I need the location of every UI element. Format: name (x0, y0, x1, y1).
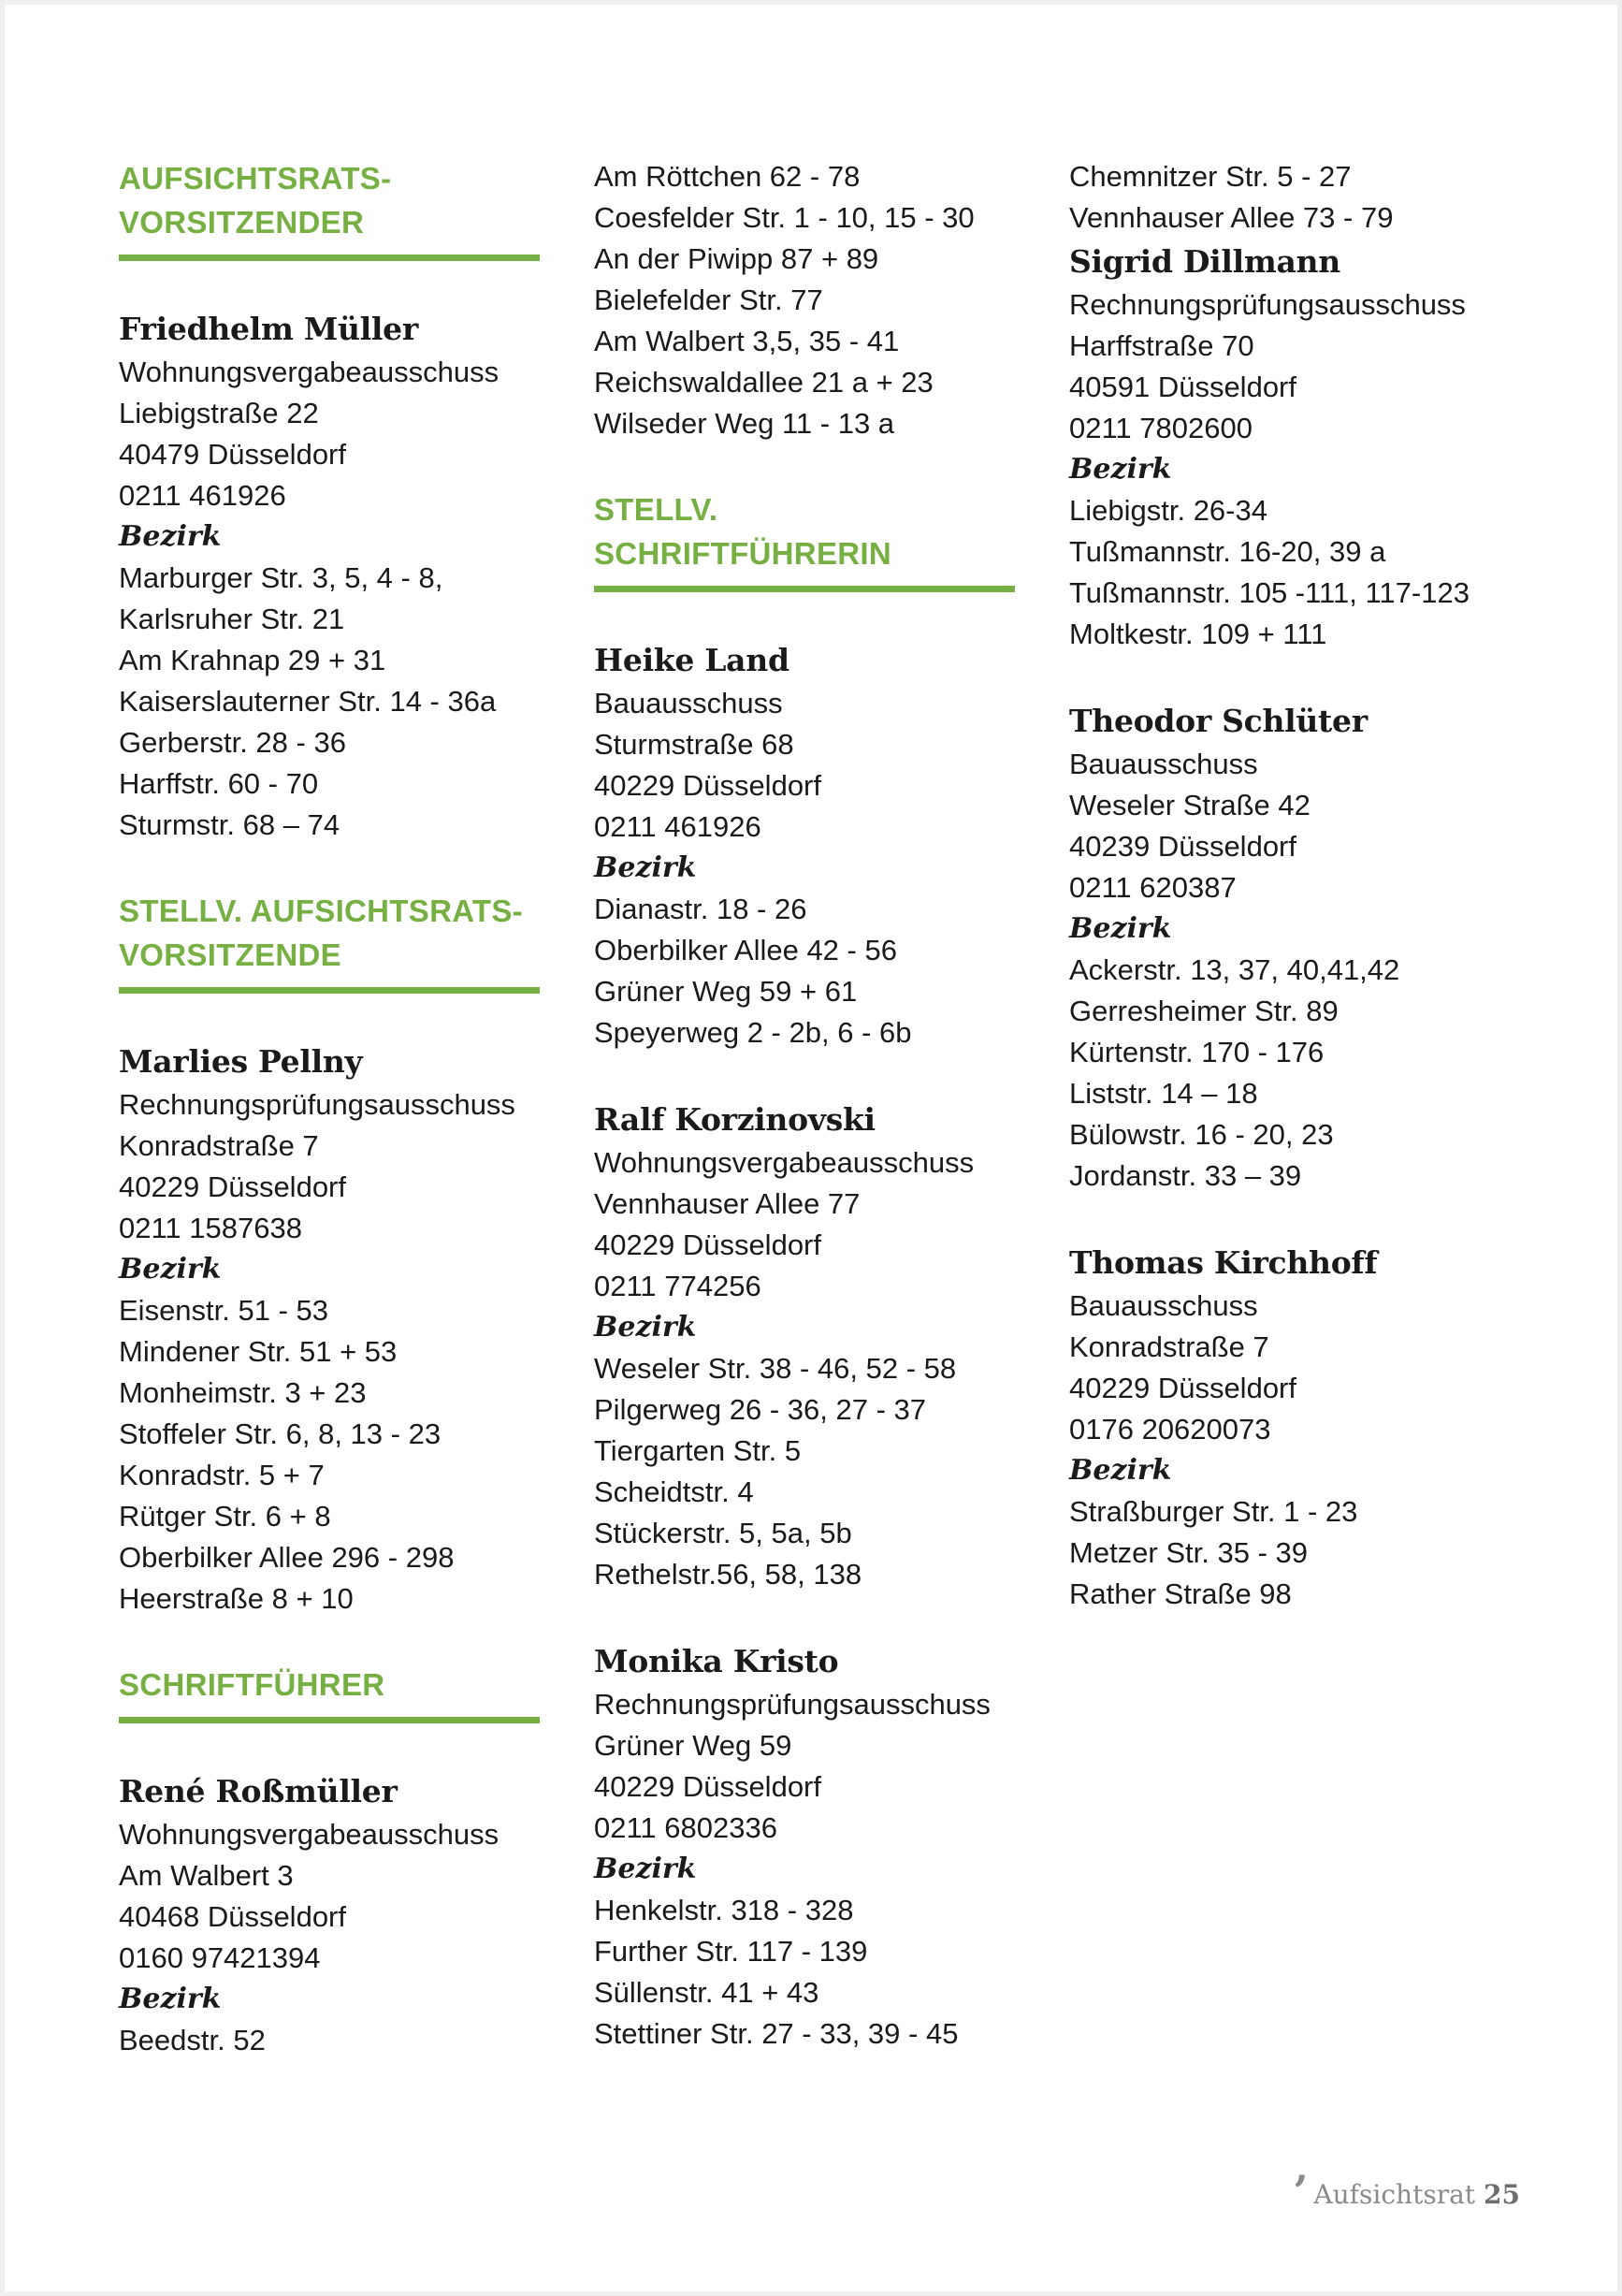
person-detail-line: Konradstraße 7 (1069, 1330, 1269, 1363)
bezirk-label: Bezirk (119, 1253, 222, 1286)
person-entry (1069, 239, 1490, 655)
street-line: Bielefelder Str. 77 (594, 283, 823, 316)
section-heading-line: STELLV. AUFSICHTSRATS- (119, 894, 523, 928)
street-line: Süllenstr. 41 + 43 (594, 1976, 819, 2009)
street-line: Pilgerweg 26 - 36, 27 - 37 (594, 1393, 926, 1426)
street-line: Stückerstr. 5, 5a, 5b (594, 1517, 852, 1549)
street-line: Heerstraße 8 + 10 (119, 1582, 354, 1615)
street-line: Wilseder Weg 11 - 13 a (594, 407, 895, 440)
person-detail-line: 40479 Düsseldorf (119, 438, 346, 471)
person-entry (119, 306, 540, 846)
person-name: Theodor Schlüter (1069, 703, 1368, 739)
person-detail-line: Am Walbert 3 (119, 1859, 294, 1892)
person-name: Heike Land (594, 642, 789, 678)
person-detail-line: 40229 Düsseldorf (119, 1170, 346, 1203)
street-line: Chemnitzer Str. 5 - 27 (1069, 160, 1352, 193)
person-detail-line: 0211 461926 (594, 810, 761, 843)
street-line: Gerresheimer Str. 89 (1069, 995, 1339, 1027)
person-detail-line: 40239 Düsseldorf (1069, 830, 1296, 863)
bezirk-label: Bezirk (119, 520, 222, 553)
section-heading-line: AUFSICHTSRATS- (119, 161, 392, 196)
person-detail-line: 0211 461926 (119, 479, 286, 512)
street-line: Vennhauser Allee 73 - 79 (1069, 201, 1394, 234)
person-entry (594, 1638, 1015, 2055)
person-detail-line: 0211 6802336 (594, 1811, 777, 1844)
person-detail-line: 0211 7802600 (1069, 412, 1253, 444)
street-line: Henkelstr. 318 - 328 (594, 1894, 854, 1926)
street-overflow-list (594, 156, 1015, 444)
street-line: Am Krahnap 29 + 31 (119, 644, 386, 676)
street-line: Gerberstr. 28 - 36 (119, 726, 346, 759)
street-line: Beedstr. 52 (119, 2024, 266, 2056)
street-line: Am Röttchen 62 - 78 (594, 160, 861, 193)
street-line: Reichswaldallee 21 a + 23 (594, 366, 934, 399)
street-line: Marburger Str. 3, 5, 4 - 8, (119, 561, 443, 594)
person-name: Sigrid Dillmann (1069, 243, 1340, 280)
street-line: Liststr. 14 – 18 (1069, 1077, 1258, 1110)
section-heading-line: VORSITZENDER (119, 205, 365, 240)
person-name: René Roßmüller (119, 1773, 398, 1809)
section-heading-line: SCHRIFTFÜHRER (119, 1667, 385, 1702)
person-detail-line: 40229 Düsseldorf (594, 769, 821, 802)
street-line: Scheidtstr. 4 (594, 1475, 754, 1508)
person-name: Thomas Kirchhoff (1069, 1244, 1378, 1281)
person-detail-line: Harffstraße 70 (1069, 329, 1254, 362)
person-detail-line: Wohnungsvergabeausschuss (594, 1146, 975, 1179)
person-detail-line: 0176 20620073 (1069, 1413, 1271, 1446)
person-detail-line: Wohnungsvergabeausschuss (119, 1818, 500, 1851)
bezirk-label: Bezirk (1069, 453, 1172, 486)
street-line: Konradstr. 5 + 7 (119, 1459, 325, 1491)
bezirk-label: Bezirk (119, 1983, 222, 2015)
person-detail-line: 40229 Düsseldorf (1069, 1372, 1296, 1404)
street-line: Metzer Str. 35 - 39 (1069, 1536, 1308, 1569)
street-line: Liebigstr. 26-34 (1069, 494, 1267, 527)
person-name: Ralf Korzinovski (594, 1101, 876, 1138)
person-name: Marlies Pellny (119, 1043, 363, 1080)
person-name: Monika Kristo (594, 1643, 839, 1679)
street-line: Karlsruher Str. 21 (119, 603, 345, 635)
street-line: Jordanstr. 33 – 39 (1069, 1159, 1302, 1192)
bezirk-label: Bezirk (594, 1853, 697, 1885)
person-detail-line: Bauausschuss (1069, 1289, 1258, 1322)
section-heading (594, 487, 1015, 592)
street-line: Tußmannstr. 105 -111, 117-123 (1069, 576, 1470, 609)
section-heading-line: VORSITZENDE (119, 937, 341, 972)
board-directory (119, 156, 1490, 2061)
person-detail-line: Rechnungsprüfungsausschuss (1069, 288, 1466, 321)
bezirk-label: Bezirk (1069, 912, 1172, 945)
person-detail-line: Grüner Weg 59 (594, 1729, 792, 1762)
person-detail-line: 0211 774256 (594, 1270, 761, 1302)
street-line: Tiergarten Str. 5 (594, 1434, 802, 1467)
person-entry (594, 1097, 1015, 1595)
street-line: Monheimstr. 3 + 23 (119, 1376, 367, 1409)
heading-underline (119, 987, 540, 994)
person-entry (119, 1039, 540, 1620)
person-detail-line: 40468 Düsseldorf (119, 1900, 346, 1933)
street-line: Am Walbert 3,5, 35 - 41 (594, 325, 900, 357)
person-detail-line: Sturmstraße 68 (594, 728, 794, 761)
person-detail-line: Rechnungsprüfungsausschuss (119, 1088, 515, 1121)
bezirk-label: Bezirk (1069, 1454, 1172, 1487)
person-detail-line: 0211 1587638 (119, 1212, 302, 1244)
person-detail-line: 40229 Düsseldorf (594, 1228, 821, 1261)
street-line: Moltkestr. 109 + 111 (1069, 618, 1327, 650)
footer-section-label: Aufsichtsrat (1313, 2179, 1476, 2210)
person-entry (1069, 1240, 1490, 1615)
street-line: Straßburger Str. 1 - 23 (1069, 1495, 1358, 1528)
street-line: Further Str. 117 - 139 (594, 1935, 868, 1968)
street-line: Rather Straße 98 (1069, 1577, 1292, 1610)
page-footer (1293, 2166, 1520, 2216)
bezirk-label: Bezirk (594, 1311, 697, 1344)
person-entry (594, 637, 1015, 1054)
person-detail-line: 40591 Düsseldorf (1069, 371, 1296, 403)
street-line: Kürtenstr. 170 - 176 (1069, 1036, 1325, 1068)
street-line: Eisenstr. 51 - 53 (119, 1294, 329, 1327)
street-line: Weseler Str. 38 - 46, 52 - 58 (594, 1352, 957, 1385)
quote-mark-icon: ’ (1293, 2166, 1309, 2216)
street-line: Grüner Weg 59 + 61 (594, 975, 858, 1008)
heading-underline (594, 586, 1015, 592)
person-detail-line: Bauausschuss (1069, 748, 1258, 780)
section-heading-line: STELLV. SCHRIFTFÜHRERIN (594, 492, 891, 571)
heading-underline (119, 1717, 540, 1723)
street-line: Kaiserslauterner Str. 14 - 36a (119, 685, 497, 718)
person-detail-line: Wohnungsvergabeausschuss (119, 356, 500, 388)
person-detail-line: 0211 620387 (1069, 871, 1237, 904)
street-line: Rütger Str. 6 + 8 (119, 1500, 331, 1533)
person-detail-line: Konradstraße 7 (119, 1129, 319, 1162)
section-heading (119, 1663, 540, 1723)
street-line: Stoffeler Str. 6, 8, 13 - 23 (119, 1417, 442, 1450)
person-detail-line: Weseler Straße 42 (1069, 789, 1311, 821)
street-line: Dianastr. 18 - 26 (594, 893, 807, 925)
person-detail-line: Rechnungsprüfungsausschuss (594, 1688, 991, 1721)
street-line: Harffstr. 60 - 70 (119, 767, 319, 800)
section-heading (119, 156, 540, 261)
street-line: Oberbilker Allee 296 - 298 (119, 1541, 455, 1574)
directory-column-2 (594, 156, 1015, 2061)
person-detail-line: 0160 97421394 (119, 1941, 321, 1974)
person-detail-line: Vennhauser Allee 77 (594, 1187, 861, 1220)
street-line: Mindener Str. 51 + 53 (119, 1335, 398, 1368)
street-line: Speyerweg 2 - 2b, 6 - 6b (594, 1016, 912, 1049)
street-overflow-list (1069, 156, 1490, 239)
person-name: Friedhelm Müller (119, 311, 418, 347)
street-line: Tußmannstr. 16-20, 39 a (1069, 535, 1386, 568)
street-line: Rethelstr.56, 58, 138 (594, 1558, 862, 1591)
directory-column-3 (1069, 156, 1490, 2061)
directory-column-1 (119, 156, 540, 2061)
street-line: Sturmstr. 68 – 74 (119, 808, 340, 841)
street-line: Stettiner Str. 27 - 33, 39 - 45 (594, 2017, 959, 2050)
bezirk-label: Bezirk (594, 851, 697, 884)
street-line: Ackerstr. 13, 37, 40,41,42 (1069, 953, 1400, 986)
person-detail-line: Bauausschuss (594, 687, 783, 719)
person-entry (1069, 698, 1490, 1197)
street-line: Coesfelder Str. 1 - 10, 15 - 30 (594, 201, 975, 234)
person-detail-line: Liebigstraße 22 (119, 397, 319, 429)
person-detail-line: 40229 Düsseldorf (594, 1770, 821, 1803)
street-line: An der Piwipp 87 + 89 (594, 242, 879, 275)
person-entry (119, 1768, 540, 2061)
street-line: Bülowstr. 16 - 20, 23 (1069, 1118, 1334, 1151)
street-line: Oberbilker Allee 42 - 56 (594, 934, 897, 966)
section-heading (119, 889, 540, 994)
page-number: 25 (1484, 2179, 1520, 2210)
heading-underline (119, 254, 540, 261)
